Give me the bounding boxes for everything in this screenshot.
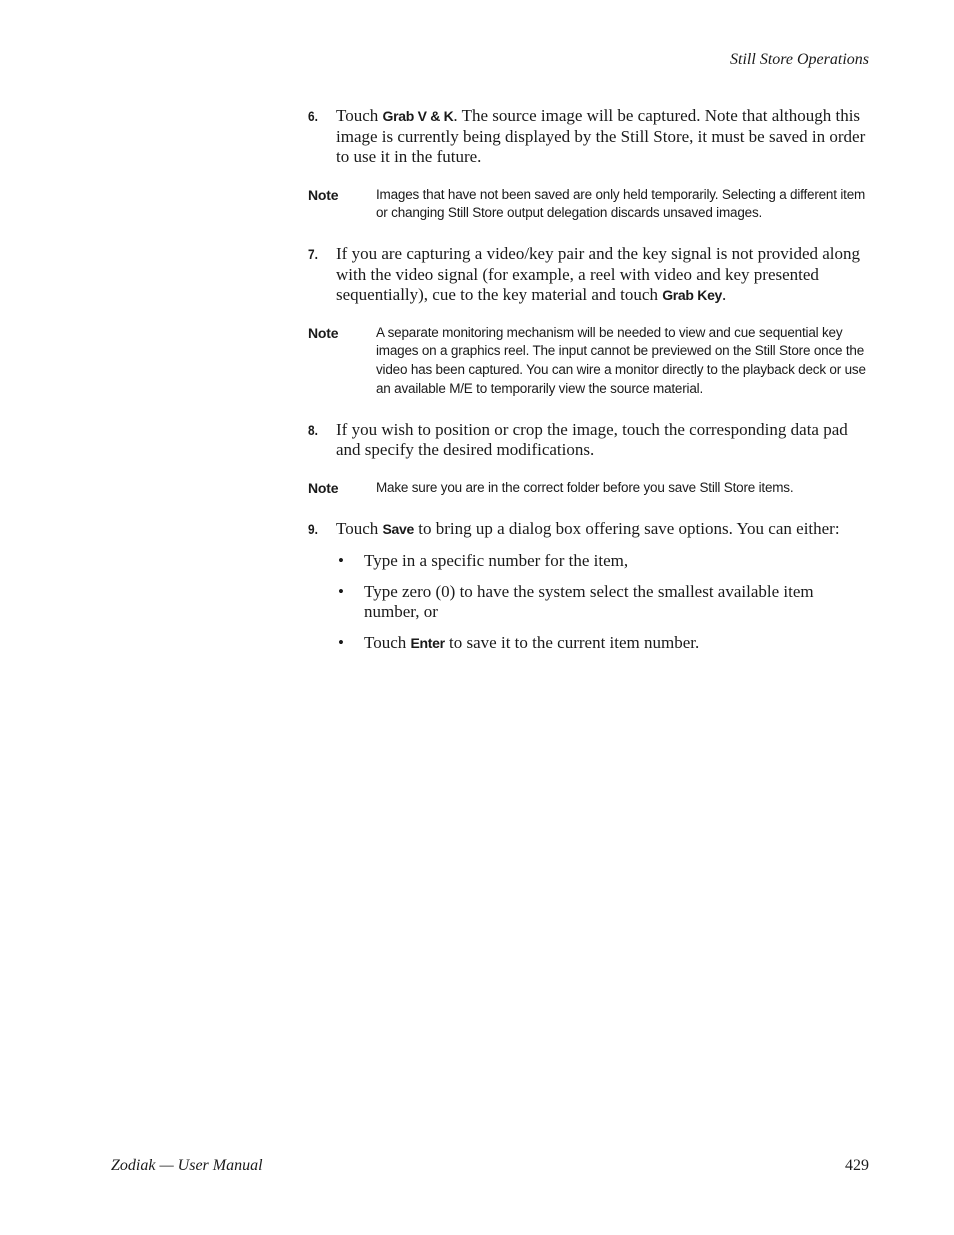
note-label: Note [308, 479, 339, 496]
step-text: Touch [336, 518, 383, 538]
step-8 [308, 420, 868, 461]
step-9 [308, 519, 868, 540]
step-number: 6. [308, 108, 318, 124]
list-item [336, 551, 868, 572]
list-item-text: Type zero (0) to have the system select the smallest available item number, or [364, 581, 814, 622]
note-text: A separate monitoring mechanism will be needed to view and cue sequential key images on a graphics reel. The input cannot be previewed on the Still Store once the video has been captured. You can wire a monitor directly to the playback deck or use an available M/E to temporarily view the source material. [376, 324, 866, 396]
step-text: Touch [336, 106, 383, 125]
bullet-icon: • [338, 551, 344, 571]
list-item [336, 633, 868, 654]
page-number: 429 [845, 1157, 869, 1174]
save-options-list [308, 551, 868, 653]
list-item-text: to save it to the current item number. [444, 632, 700, 652]
step-number: 8. [308, 421, 318, 438]
note-block [308, 479, 868, 498]
ui-label-save: Save [382, 520, 414, 537]
note-block [308, 186, 868, 224]
ui-label-grab-v-k: Grab V & K [382, 108, 454, 124]
page-body [308, 106, 868, 663]
ui-label-enter: Enter [410, 634, 445, 651]
ui-label-grab-key: Grab Key [662, 287, 723, 304]
note-label: Note [308, 324, 339, 341]
note-label: Note [308, 186, 339, 203]
step-number: 9. [308, 520, 318, 537]
list-item [336, 582, 868, 623]
note-text: Images that have not been saved are only held temporarily. Selecting a different item or changing Still Store output delegation discards unsaved images. [376, 186, 866, 221]
bullet-icon: • [338, 581, 344, 601]
list-item-text: Type in a specific number for the item, [364, 551, 629, 571]
list-item-text: Touch [364, 632, 411, 652]
step-text: If you are capturing a video/key pair and the key signal is not provided along with the video signal (for example, a reel with video and key presented sequentially), cue to the key material and touch [336, 244, 861, 305]
bullet-icon: • [338, 632, 344, 652]
note-text: Make sure you are in the correct folder before you save Still Store items. [376, 479, 794, 495]
step-text: If you wish to position or crop the image, touch the corresponding data pad and specify the desired modifications. [336, 419, 848, 460]
step-number: 7. [308, 246, 318, 263]
step-text: . The source image will be captured. Note that although this image is currently being displayed by the Still Store, it must be saved in order to use it in the future. [336, 106, 866, 166]
running-header: Still Store Operations [730, 51, 869, 68]
note-block [308, 324, 868, 399]
step-text: . [722, 285, 727, 305]
footer-manual-title: Zodiak — User Manual [111, 1157, 263, 1174]
step-7 [308, 244, 868, 306]
step-text: to bring up a dialog box offering save options. You can either: [414, 518, 840, 538]
step-6 [308, 106, 868, 168]
